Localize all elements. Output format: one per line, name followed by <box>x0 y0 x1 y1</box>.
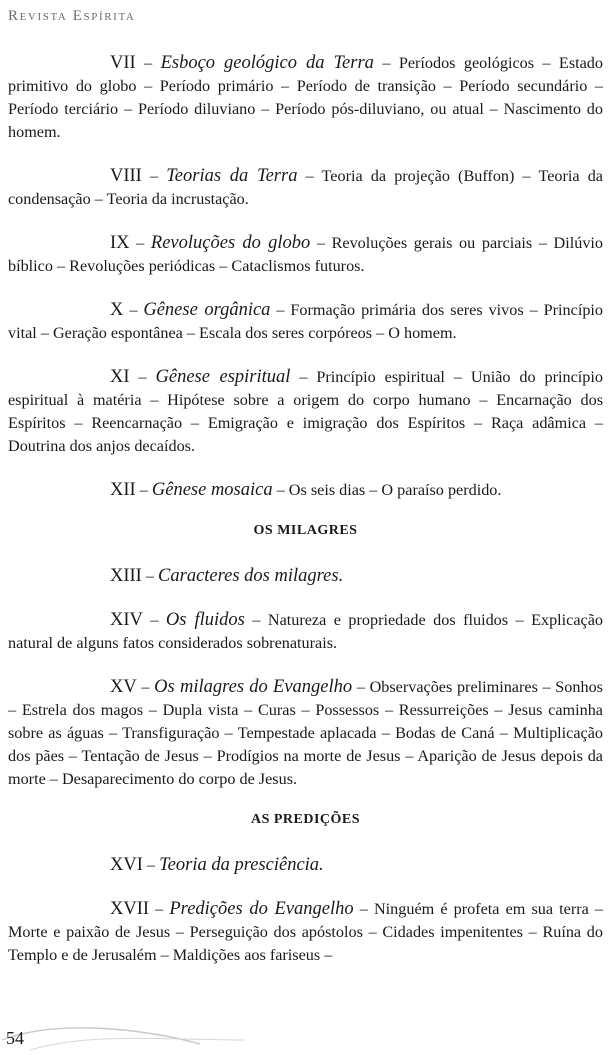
entry-title: Gênese orgânica <box>143 300 271 320</box>
entry-description: Formação primária dos seres vivos – Princípio vital – Geração espontânea – Escala dos seres corpóreos – O homem. <box>8 301 603 342</box>
entry-title: Teoria da presciência. <box>159 855 324 875</box>
entry-description: Ninguém é profeta em sua terra – Morte e paixão de Jesus – Perseguição dos apóstolos – Cidades impenitentes – Ruína do Templo e de Jerusalém – Maldições aos fariseus – <box>8 900 604 964</box>
entry-number: XVII <box>110 899 150 919</box>
entries-mid <box>8 565 603 791</box>
entry-title: Esboço geológico da Terra <box>160 53 374 73</box>
entry-description: Natureza e propriedade dos fluidos – Explicação natural de alguns fatos considerados sobrenaturais. <box>8 611 603 652</box>
entry-number: XVI <box>110 855 143 875</box>
entry-title: Teorias da Terra <box>166 166 298 186</box>
entry-description: Revoluções gerais ou parciais – Dilúvio bíblico – Revoluções periódicas – Cataclismos futuros. <box>8 234 604 275</box>
toc-entry: XVI – Teoria da presciência. <box>8 854 603 877</box>
entry-number: XII <box>110 480 136 500</box>
entry-title: Caracteres dos milagres. <box>158 566 344 586</box>
entry-title: Predições do Evangelho <box>169 899 354 919</box>
entry-description: Princípio espiritual – União do princípio espiritual à matéria – Hipótese sobre a origem do corpo humano – Encarnação dos Espíritos – Reencarnação – Emigração e imigração dos Espíritos – Raça adâmica – Doutrina dos anjos decaídos. <box>8 368 603 455</box>
toc-entry: XI – Gênese espiritual – Princípio espiritual – União do princípio espiritual à matéria – Hipótese sobre a origem do corpo humano – Encarnação dos Espíritos – Reencarnação – Emigração e imigração dos Espíritos – Raça adâmica – Doutrina dos anjos decaídos. <box>8 367 603 455</box>
entry-number: XIII <box>110 566 142 586</box>
running-header: Revista Espírita <box>8 8 136 24</box>
entry-number: VII <box>110 53 136 73</box>
entry-description: Os seis dias – O paraíso perdido. <box>288 481 502 499</box>
toc-entry: XII – Gênese mosaica – Os seis dias – O paraíso perdido. <box>8 479 603 502</box>
entry-title: Os milagres do Evangelho <box>154 677 353 697</box>
entry-number: XIV <box>110 610 143 630</box>
entry-title: Gênese mosaica <box>151 480 273 500</box>
page-body <box>8 52 603 988</box>
entry-number: VIII <box>110 166 142 186</box>
entry-number: X <box>110 300 124 320</box>
entry-description: Períodos geológicos – Estado primitivo do globo – Período primário – Período de transição – Período secundário – Período terciário – Período diluviano – Período pós-diluviano, ou atual – Nascimento do homem. <box>8 54 603 141</box>
toc-entry: XV – Os milagres do Evangelho – Observações preliminares – Sonhos – Estrela dos magos – Dupla vista – Curas – Possessos – Ressurreições – Jesus caminha sobre as águas – Transfiguração – Tempestade aplacada – Bodas de Caná – Multiplicação dos pães – Tentação de Jesus – Prodígios na morte de Jesus – Aparição de Jesus depois da morte – Desaparecimento do corpo de Jesus. <box>8 677 603 788</box>
entry-title: Os fluidos <box>165 610 245 630</box>
toc-entry: IX – Revoluções do globo – Revoluções gerais ou parciais – Dilúvio bíblico – Revoluções periódicas – Cataclismos futuros. <box>8 233 604 275</box>
toc-entry: VIII – Teorias da Terra – Teoria da projeção (Buffon) – Teoria da condensação – Teoria da incrustação. <box>8 166 603 208</box>
entry-number: IX <box>110 233 130 253</box>
toc-entry: XIV – Os fluidos – Natureza e propriedade dos fluidos – Explicação natural de alguns fatos considerados sobrenaturais. <box>8 610 603 652</box>
entry-title: Revoluções do globo <box>150 233 311 253</box>
entry-description: Observações preliminares – Sonhos – Estrela dos magos – Dupla vista – Curas – Possessos – Ressurreições – Jesus caminha sobre as águas – Transfiguração – Tempestade aplacada – Bodas de Caná – Multiplicação dos pães – Tentação de Jesus – Prodígios na morte de Jesus – Aparição de Jesus depois da morte – Desaparecimento do corpo de Jesus. <box>8 678 603 788</box>
decorative-swoosh-icon <box>0 1010 250 1055</box>
toc-entry: XIII – Caracteres dos milagres. <box>8 565 603 588</box>
entries-top <box>8 52 603 502</box>
entry-number: XI <box>110 367 130 387</box>
page-number: 54 <box>6 1028 24 1048</box>
entries-bottom <box>8 854 603 967</box>
section-heading-predicoes: AS PREDIÇÕES <box>250 812 361 827</box>
entry-description: Teoria da projeção (Buffon) – Teoria da condensação – Teoria da incrustação. <box>8 167 603 208</box>
entry-title: Gênese espiritual <box>155 367 291 387</box>
section-heading-milagres: OS MILAGRES <box>253 523 358 538</box>
toc-entry: X – Gênese orgânica – Formação primária dos seres vivos – Princípio vital – Geração espontânea – Escala dos seres corpóreos – O homem. <box>8 300 603 342</box>
entry-number: XV <box>110 677 137 697</box>
toc-entry: VII – Esboço geológico da Terra – Períodos geológicos – Estado primitivo do globo – Período primário – Período de transição – Período secundário – Período terciário – Período diluviano – Período pós-diluviano, ou atual – Nascimento do homem. <box>8 53 603 141</box>
toc-entry: XVII – Predições do Evangelho – Ninguém é profeta em sua terra – Morte e paixão de Jesus – Perseguição dos apóstolos – Cidades impenitentes – Ruína do Templo e de Jerusalém – Maldições aos fariseus – <box>8 899 604 964</box>
